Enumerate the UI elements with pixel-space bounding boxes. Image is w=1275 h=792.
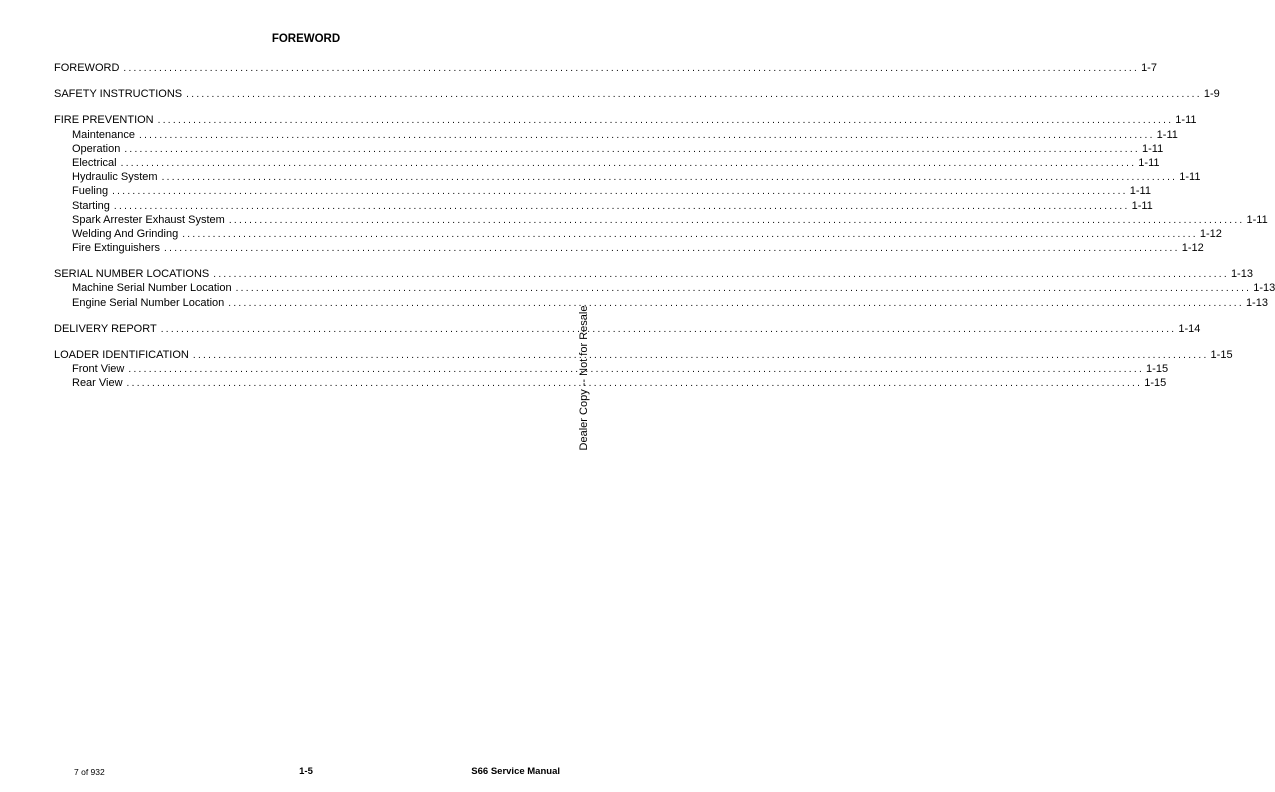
toc-entry-page: 1-12 <box>1181 242 1204 255</box>
toc-entry-label: Electrical <box>72 156 117 169</box>
toc-leader-dots: ........................................................................................................................................................................................................ <box>182 228 1198 240</box>
toc-entry-label: Engine Serial Number Location <box>72 296 225 309</box>
toc-entry-label: Spark Arrester Exhaust System <box>72 213 225 226</box>
toc-leader-dots: ........................................................................................................................................................................................................ <box>213 269 1229 281</box>
toc-subentry[interactable] <box>54 241 1204 255</box>
toc-entry-label: LOADER IDENTIFICATION <box>54 349 189 361</box>
toc-subentry[interactable] <box>54 156 1160 170</box>
page-title: FOREWORD <box>271 33 341 45</box>
toc-leader-dots: ........................................................................................................................................................................................................ <box>126 378 1143 390</box>
toc-leader-dots: ........................................................................................................................................................................................................ <box>164 243 1180 255</box>
toc-subentry[interactable] <box>54 199 1153 213</box>
toc-entry-label: Front View <box>72 363 125 376</box>
toc-leader-dots: ........................................................................................................................................................................................................ <box>228 214 1245 226</box>
toc-entry-label: SAFETY INSTRUCTIONS <box>54 88 183 101</box>
toc-entry-label: SERIAL NUMBER LOCATIONS <box>54 268 210 281</box>
toc-entry-label: Rear View <box>72 377 123 390</box>
toc-leader-dots: ........................................................................................................................................................................................................ <box>123 63 1140 74</box>
toc-subentry[interactable] <box>54 142 1164 156</box>
toc-entry-page: 1-11 <box>1179 171 1201 184</box>
watermark-side-text: Dealer Copy -- Not for Resale <box>578 305 590 451</box>
toc-leader-dots: ........................................................................................................................................................................................................ <box>235 283 1252 295</box>
footer-pdf-page: 7 of 932 <box>74 767 105 777</box>
toc-section <box>54 348 1233 391</box>
toc-leader-dots: ........................................................................................................................................................................................................ <box>228 297 1244 309</box>
toc-entry-label: Hydraulic System <box>72 171 158 184</box>
toc-entry-page: 1-15 <box>1146 363 1169 376</box>
toc-entry-label: Welding And Grinding <box>72 227 179 240</box>
toc-entry-label: Maintenance <box>72 128 135 141</box>
toc-entry-page: 1-11 <box>1141 142 1164 155</box>
toc-subentry[interactable] <box>54 184 1151 198</box>
toc-subentry[interactable] <box>54 281 1275 295</box>
toc-entry-page: 1-11 <box>1129 185 1151 198</box>
toc-leader-dots: ........................................................................................................................................................................................................ <box>128 364 1145 376</box>
footer-manual-name: S66 Service Manual <box>471 766 560 777</box>
toc-subentry[interactable] <box>54 170 1201 184</box>
toc-entry-page: 1-13 <box>1253 282 1275 295</box>
toc-entry[interactable] <box>54 113 1197 127</box>
toc-entry[interactable] <box>54 267 1253 281</box>
toc-subentry[interactable] <box>54 362 1169 376</box>
toc-entry-page: 1-11 <box>1246 213 1268 226</box>
toc-subentry[interactable] <box>54 128 1178 142</box>
toc-entry-label: FIRE PREVENTION <box>54 114 154 127</box>
toc-entry-page: 1-11 <box>1156 128 1178 141</box>
toc-section <box>54 87 1220 101</box>
toc-entry-page: 1-13 <box>1245 296 1268 309</box>
toc-entry-label: Machine Serial Number Location <box>72 282 232 295</box>
toc-entry-page: 1-15 <box>1210 349 1233 361</box>
toc-entry-label: FOREWORD <box>54 62 120 74</box>
toc-leader-dots: ........................................................................................................................................................................................................ <box>139 129 1155 141</box>
toc-leader-dots: ........................................................................................................................................................................................................ <box>186 89 1202 101</box>
toc-entry-page: 1-11 <box>1175 114 1197 127</box>
toc-entry-page: 1-11 <box>1138 156 1160 169</box>
toc-section <box>54 61 1157 75</box>
toc-leader-dots: ........................................................................................................................................................................................................ <box>161 172 1178 184</box>
toc-subentry[interactable] <box>54 213 1268 227</box>
toc-subentry[interactable] <box>54 227 1222 241</box>
toc-entry-page: 1-7 <box>1141 62 1157 74</box>
toc-section <box>54 113 1268 255</box>
toc-section <box>54 322 1201 336</box>
toc-entry-page: 1-9 <box>1203 88 1220 101</box>
toc-entry-page: 1-13 <box>1230 268 1253 281</box>
toc-entry-label: Starting <box>72 199 110 212</box>
toc-entry-page: 1-15 <box>1144 377 1167 390</box>
toc-entry[interactable] <box>54 87 1220 101</box>
toc-leader-dots: ........................................................................................................................................................................................................ <box>157 115 1174 127</box>
toc-subentry[interactable] <box>54 376 1167 390</box>
toc-leader-dots: ........................................................................................................................................................................................................ <box>112 186 1128 198</box>
toc-entry[interactable] <box>54 348 1233 362</box>
toc-leader-dots: ........................................................................................................................................................................................................ <box>113 200 1130 212</box>
toc-entry-label: Fire Extinguishers <box>72 242 161 255</box>
toc-entry-label: Operation <box>72 142 121 155</box>
toc-section <box>54 267 1275 310</box>
toc-entry-page: 1-14 <box>1178 322 1201 335</box>
toc-leader-dots: ........................................................................................................................................................................................................ <box>124 143 1140 155</box>
toc-entry-page: 1-12 <box>1199 227 1222 240</box>
toc-entry[interactable] <box>54 322 1201 336</box>
toc-entry[interactable] <box>54 61 1157 75</box>
toc-leader-dots: ........................................................................................................................................................................................................ <box>192 350 1209 361</box>
toc-subentry[interactable] <box>54 296 1268 310</box>
toc-leader-dots: ........................................................................................................................................................................................................ <box>120 157 1137 169</box>
toc-leader-dots: ........................................................................................................................................................................................................ <box>160 323 1177 335</box>
footer-page-number: 1-5 <box>299 766 313 777</box>
toc-entry-page: 1-11 <box>1131 199 1153 212</box>
toc-entry-label: Fueling <box>72 185 109 198</box>
toc-entry-label: DELIVERY REPORT <box>54 322 157 335</box>
